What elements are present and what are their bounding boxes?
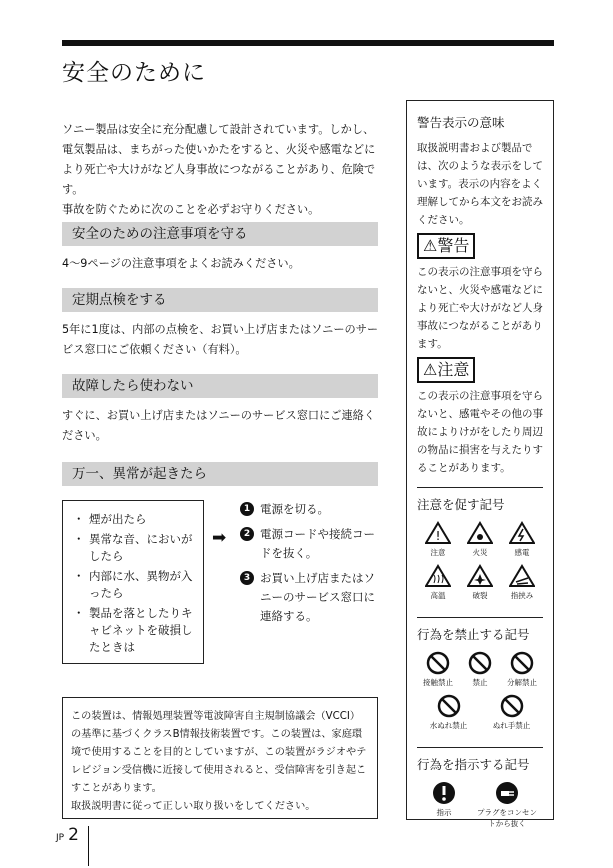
sidebar-heading: 警告表示の意味 [417, 115, 505, 130]
fire-icon: 火災 [459, 521, 501, 558]
intro-paragraph: ソニー製品は安全に充分配慮して設計されています。しかし、電気製品は、まちがった使いかたをすると、火災や感電などにより死亡や大けがなど人身事故につながることがあり、危険です。 [62, 123, 376, 196]
burst-icon: 破裂 [459, 564, 501, 601]
page-number: JP 2 [56, 825, 79, 845]
attention-heading: 注意を促す記号 [417, 497, 505, 512]
warning-label: ⚠警告 [417, 233, 475, 259]
section-heading: 万一、異常が起きたら [62, 462, 378, 486]
symptom-item: ・ 製品を落としたりキャビネットを破損したときは [73, 605, 203, 656]
page-title: 安全のために [62, 60, 206, 86]
unplug-icon: プラグをコンセントから抜く [477, 781, 537, 829]
section-heading: 故障したら使わない [62, 374, 378, 398]
intro-note: 事故を防ぐために次のことを必ずお守りください。 [62, 203, 320, 216]
no-touch-icon: 接触禁止 [417, 651, 459, 688]
no-disassembly-icon: 分解禁止 [501, 651, 543, 688]
page-rule [88, 826, 89, 866]
section-text: 4～9ページの注意事項をよくお読みください。 [62, 257, 300, 270]
caution-label: ⚠注意 [417, 357, 475, 383]
symptom-item: ・ 内部に水、異物が入ったら [73, 568, 203, 602]
intro [62, 120, 380, 220]
symptom-item: ・ 煙が出たら [73, 511, 203, 528]
action-steps [240, 500, 382, 632]
svg-text:!: ! [435, 529, 441, 543]
section-text: 5年に1度は、内部の点検を、お買い上げ店またはソニーのサービス窓口にご依頼ください（有料）。 [62, 323, 379, 356]
no-wet-hands-icon: ぬれ手禁止 [491, 694, 533, 731]
step-item: 3 お買い上げ店またはソニーのサービス窓口に連絡する。 [240, 569, 382, 626]
pinch-icon: 指挟み [501, 564, 543, 601]
no-water-icon: 水ぬれ禁止 [428, 694, 470, 731]
hot-icon: 高温 [417, 564, 459, 601]
sidebar-intro: 取扱説明書および製品では、次のような表示をしています。表示の内容をよく理解してから本文をお読みください。 [417, 142, 543, 226]
attention-icons [417, 521, 543, 607]
step-item: 1 電源を切る。 [240, 500, 382, 519]
section-heading: 安全のための注意事項を守る [62, 222, 378, 246]
arrow-icon: ➡ [212, 528, 227, 548]
symptom-box [62, 500, 204, 664]
prohibited-icon: 禁止 [459, 651, 501, 688]
title-rule [62, 40, 554, 46]
section-text: すぐに、お買い上げ店またはソニーのサービス窓口にご連絡ください。 [62, 409, 376, 442]
caution-icon: ! 注意 [417, 521, 459, 558]
warning-sidebar [406, 100, 554, 828]
prohibit-icons [417, 651, 543, 737]
vcci-followup: 取扱説明書に従って正しい取り扱いをしてください。 [71, 801, 316, 812]
shock-icon: 感電 [501, 521, 543, 558]
instruction-icon: 指示 [423, 781, 465, 829]
symptom-item: ・ 異常な音、においがしたら [73, 531, 203, 565]
step-item: 2 電源コードや接続コードを抜く。 [240, 525, 382, 563]
vcci-text: この装置は、情報処理装置等電波障害自主規制協議会（VCCI）の基準に基づくクラスB情報技術装置です。この装置は、家庭環境で使用することを目的としていますが、この装置がラジオやテレビジョン受信機に近接して使用されると、受信障害を引き起こすことがあります。 [71, 711, 367, 794]
instruct-heading: 行為を指示する記号 [417, 757, 530, 772]
prohibit-heading: 行為を禁止する記号 [417, 627, 530, 642]
caution-text: この表示の注意事項を守らないと、感電やその他の事故によりけがをしたり周辺の物品に損害を与えたりすることがあります。 [417, 390, 543, 474]
vcci-notice [62, 697, 378, 819]
warning-text: この表示の注意事項を守らないと、火災や感電などにより死亡や大けがなど人身事故につながることがあります。 [417, 266, 543, 350]
instruct-icons [417, 781, 543, 835]
section-heading: 定期点検をする [62, 288, 378, 312]
